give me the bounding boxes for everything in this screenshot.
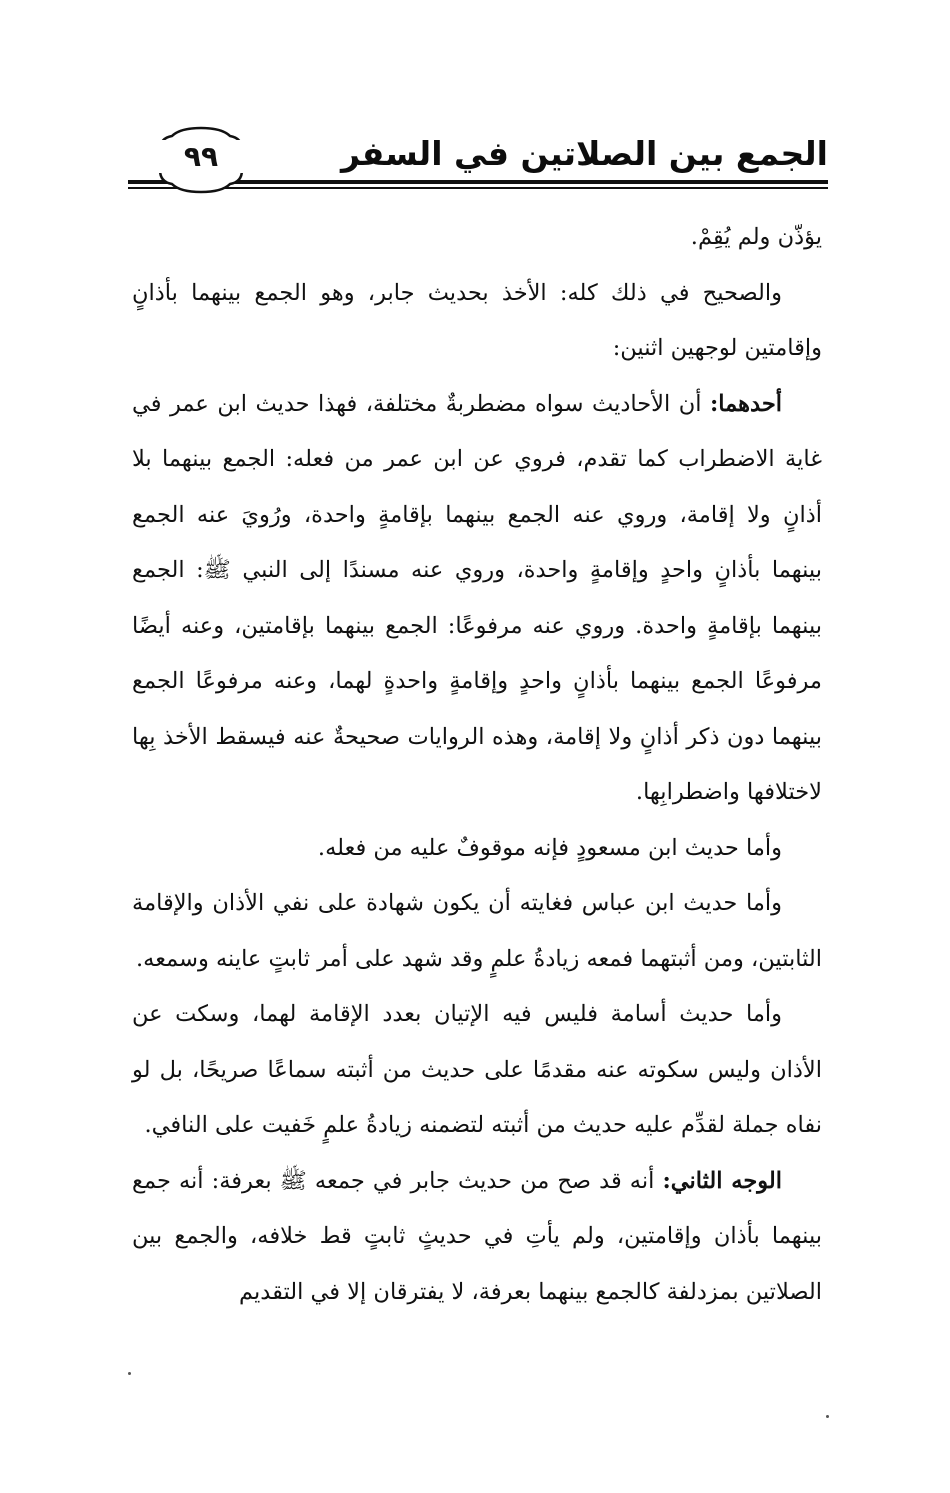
scan-speck (826, 1415, 829, 1418)
paragraph (132, 377, 822, 821)
paragraph (132, 821, 822, 877)
main-text (132, 210, 822, 1320)
paragraph-text: يؤذّن ولم يُقِمْ. (690, 224, 822, 250)
paragraph (132, 210, 822, 266)
paragraph-text: والصحيح في ذلك كله: الأخذ بحديث جابر، وهو الجمع بينهما بأذانٍ وإقامتين لوجهين اثنين: (132, 279, 822, 361)
paragraph-lead: أحدهما: (709, 390, 782, 417)
paragraph-text: أن الأحاديث سواه مضطربةٌ مختلفة، فهذا حديث ابن عمر في غاية الاضطراب كما تقدم، فروي عن ابن عمر من فعله: الجمع بينهما بلا أذانٍ ولا إقامة، وروي عنه الجمع بينهما بإقامةٍ واحدة، ورُويَ عنه الجمع بينهما بأذانٍ واحدٍ وإقامةٍ واحدة، وروي عنه مسندًا إلى النبي ﷺ: الجمع بينهما بإقامةٍ واحدة. وروي عنه مرفوعًا: الجمع بينهما بإقامتين، وعنه أيضًا مرفوعًا الجمع بينهما بأذانٍ واحدٍ وإقامةٍ واحدةٍ لهما، وعنه مرفوعًا الجمع بينهما دون ذكر أذانٍ ولا إقامة، وهذه الروايات صحيحةٌ عنه فيسقط الأخذ بِها لاختلافها واضطرابِها. (132, 390, 822, 805)
scan-speck (128, 1372, 131, 1375)
page-number-frame (156, 126, 246, 194)
paragraph-text: أنه قد صح من حديث جابر في جمعه ﷺ بعرفة: أنه جمع بينهما بأذان وإقامتين، ولم يأتِ في حديثٍ ثابتٍ قط خلافه، والجمع بين الصلاتين بمزدلفة كالجمع بينهما بعرفة، لا يفترقان إلا في التقديم (132, 1167, 822, 1305)
running-title: الجمع بين الصلاتين في السفر (340, 134, 828, 173)
paragraph (132, 266, 822, 377)
page-header (128, 118, 828, 198)
paragraph-text: وأما حديث ابن عباس فغايته أن يكون شهادة على نفي الأذان والإقامة الثابتين، ومن أثبتهما فمعه زيادةُ علمٍ وقد شهد على أمر ثابتٍ عاينه وسمعه. (132, 890, 822, 972)
page-number: ٩٩ (156, 140, 246, 173)
paragraph-lead: الوجه الثاني: (662, 1167, 782, 1194)
paragraph (132, 876, 822, 987)
paragraph (132, 987, 822, 1154)
paragraph-text: وأما حديث أسامة فليس فيه الإتيان بعدد الإقامة لهما، وسكت عن الأذان وليس سكوته عنه مقدمًا على حديث من أثبته سماعًا صريحًا، بل لو نفاه جملة لقدِّم عليه حديث من أثبته لتضمنه زيادةُ علمٍ خَفيت على النافي. (132, 1001, 822, 1138)
paragraph (132, 1154, 822, 1321)
paragraph-text: وأما حديث ابن مسعودٍ فإنه موقوفٌ عليه من فعله. (317, 834, 782, 861)
